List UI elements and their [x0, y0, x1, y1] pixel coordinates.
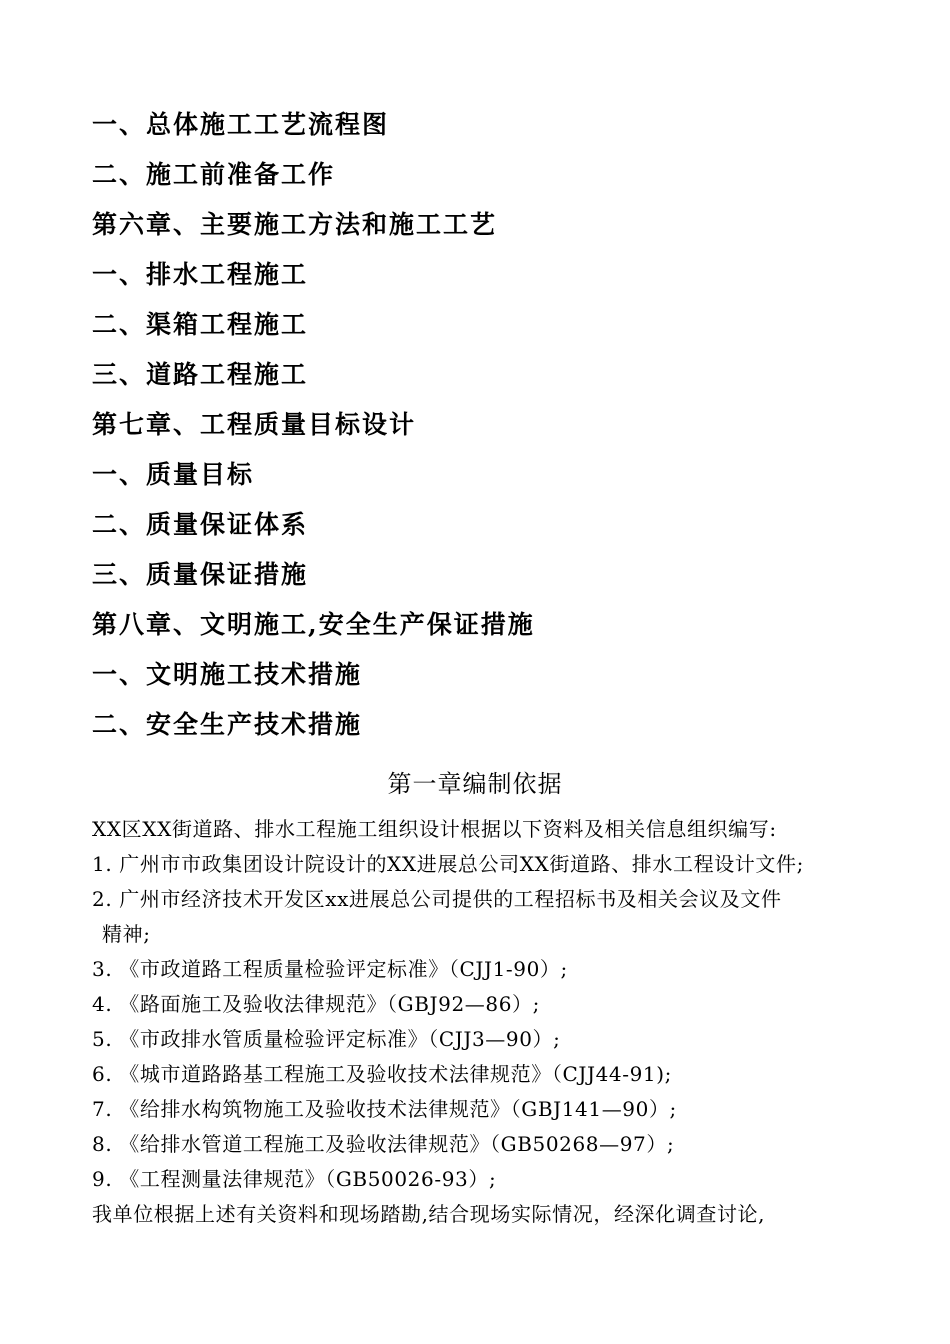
- basis-item: 5. 《市政排水管质量检验评定标准》（CJJ3—90）;: [92, 1027, 561, 1051]
- toc-chapter-line: 第六章、主要施工方法和施工工艺: [92, 210, 498, 239]
- body-text: [92, 812, 882, 1232]
- toc-line: 一、文明施工技术措施: [92, 660, 363, 689]
- toc-line: 二、质量保证体系: [92, 510, 309, 539]
- toc-line: 一、排水工程施工: [92, 260, 309, 289]
- basis-item: 9. 《工程测量法律规范》（GB50026-93）;: [92, 1167, 497, 1191]
- basis-item: 2. 广州市经济技术开发区xx进展总公司提供的工程招标书及相关会议及文件: [92, 887, 782, 911]
- table-of-contents: [92, 104, 872, 754]
- closing-paragraph: 我单位根据上述有关资料和现场踏勘,结合现场实际情况，经深化调查讨论,: [92, 1202, 766, 1226]
- intro-paragraph: XX区XX街道路、排水工程施工组织设计根据以下资料及相关信息组织编写:: [92, 817, 777, 841]
- basis-item-continuation: 精神;: [102, 922, 151, 946]
- basis-item: 4. 《路面施工及验收法律规范》（GBJ92—86）;: [92, 992, 540, 1016]
- toc-line: 二、渠箱工程施工: [92, 310, 309, 339]
- basis-item: 7. 《给排水构筑物施工及验收技术法律规范》（GBJ141—90）;: [92, 1097, 677, 1121]
- toc-chapter-line: 第七章、工程质量目标设计: [92, 410, 417, 439]
- basis-item: 3. 《市政道路工程质量检验评定标准》（CJJ1-90）;: [92, 957, 568, 981]
- chapter-title: 第一章编制依据: [387, 770, 563, 798]
- toc-line: 一、质量目标: [92, 460, 255, 489]
- toc-line: 二、安全生产技术措施: [92, 710, 363, 739]
- toc-line: 三、道路工程施工: [92, 360, 309, 389]
- toc-line: 三、质量保证措施: [92, 560, 309, 589]
- toc-line: 二、施工前准备工作: [92, 160, 336, 189]
- basis-item: 1. 广州市市政集团设计院设计的XX进展总公司XX街道路、排水工程设计文件;: [92, 852, 804, 876]
- basis-item: 8. 《给排水管道工程施工及验收法律规范》（GB50268—97）;: [92, 1132, 675, 1156]
- toc-chapter-line: 第八章、文明施工,安全生产保证措施: [92, 610, 535, 639]
- basis-item: 6. 《城市道路路基工程施工及验收技术法律规范》（CJJ44-91);: [92, 1062, 672, 1086]
- toc-line: 一、总体施工工艺流程图: [92, 110, 390, 139]
